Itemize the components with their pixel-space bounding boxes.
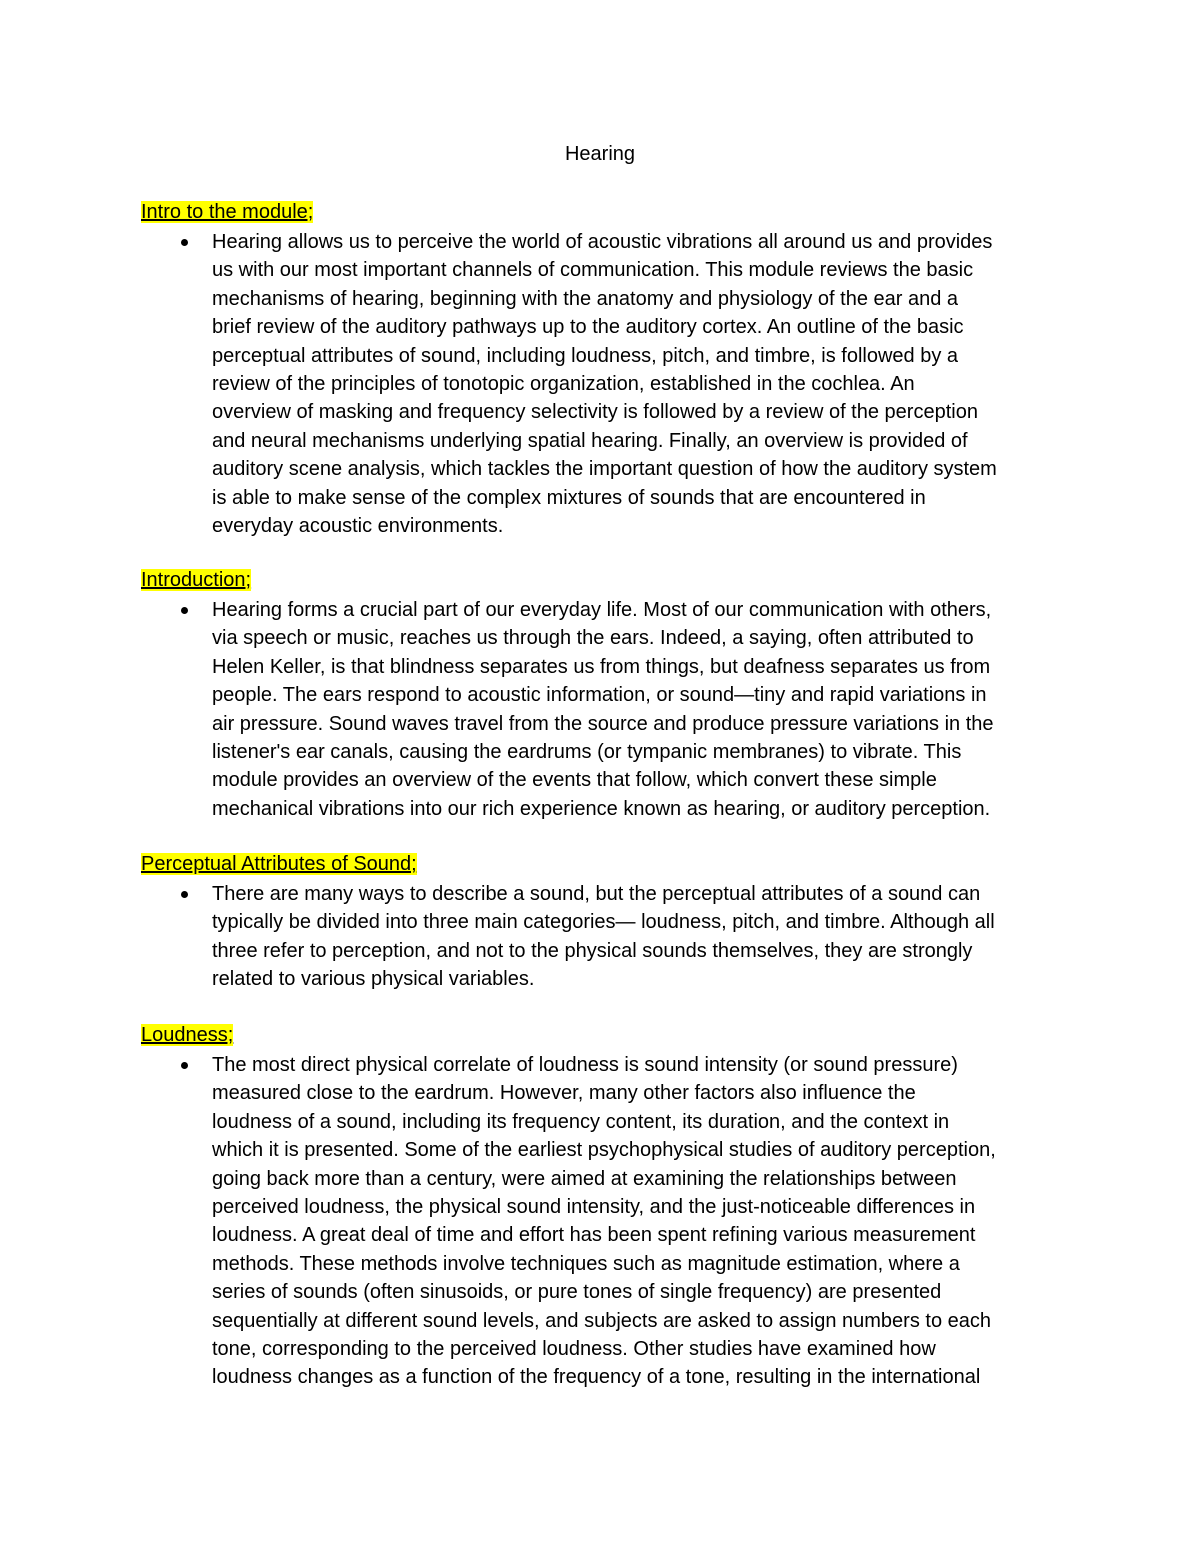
bullet-dot-icon (181, 1062, 188, 1069)
section-heading (141, 566, 1071, 594)
paragraph-line: and neural mechanisms underlying spatial hearing. Finally, an overview is provided of (212, 429, 968, 452)
paragraph-line: review of the principles of tonotopic organization, established in the cochlea. An (212, 373, 915, 396)
paragraph-line: people. The ears respond to acoustic information, or sound—tiny and rapid variations in (212, 684, 987, 707)
heading-highlight: Loudness; (141, 1024, 234, 1046)
paragraph-line: loudness of a sound, including its frequency content, its duration, and the context in (212, 1110, 950, 1133)
paragraph-line: brief review of the auditory pathways up to the auditory cortex. An outline of the basic (212, 316, 964, 339)
paragraph-line: perceptual attributes of sound, including loudness, pitch, and timbre, is followed by a (212, 344, 958, 367)
paragraph-line: via speech or music, reaches us through the ears. Indeed, a saying, often attributed to (212, 627, 974, 650)
paragraph-line: loudness changes as a function of the frequency of a tone, resulting in the international (212, 1366, 981, 1389)
document-title: Hearing (564, 143, 636, 165)
paragraph-line: is able to make sense of the complex mixtures of sounds that are encountered in (212, 486, 926, 509)
section-heading (141, 1021, 1071, 1049)
section-loudness (141, 1021, 1071, 1392)
paragraph-line: mechanical vibrations into our rich experience known as hearing, or auditory perception. (212, 797, 991, 820)
heading-highlight: Introduction; (141, 569, 252, 591)
paragraph-line: The most direct physical correlate of loudness is sound intensity (or sound pressure) (212, 1054, 958, 1076)
paragraph-line: perceived loudness, the physical sound intensity, and the just-noticeable differences in (212, 1196, 976, 1219)
paragraph-line: related to various physical variables. (212, 968, 535, 991)
paragraph-line: air pressure. Sound waves travel from the source and produce pressure variations in the (212, 712, 994, 735)
section-intro-module (141, 198, 1071, 540)
paragraph-line: going back more than a century, were aimed at examining the relationships between (212, 1167, 957, 1190)
paragraph-line: sequentially at different sound levels, and subjects are asked to assign numbers to each (212, 1309, 991, 1332)
bullet-paragraph (141, 1051, 1071, 1392)
paragraph-line: mechanisms of hearing, beginning with the anatomy and physiology of the ear and a (212, 287, 959, 310)
paragraph-line: tone, corresponding to the perceived loudness. Other studies have examined how (212, 1338, 936, 1361)
heading-highlight: Perceptual Attributes of Sound; (141, 853, 417, 875)
paragraph-line: measured close to the eardrum. However, many other factors also influence the (212, 1082, 916, 1105)
paragraph-line: Hearing forms a crucial part of our everyday life. Most of our communication with others, (212, 599, 992, 621)
paragraph-line: module provides an overview of the events that follow, which convert these simple (212, 769, 937, 792)
paragraph-line: which it is presented. Some of the earliest psychophysical studies of auditory perception, (212, 1139, 996, 1162)
paragraph-line: everyday acoustic environments. (212, 515, 504, 538)
bullet-dot-icon (181, 891, 188, 898)
bullet-dot-icon (181, 239, 188, 246)
paragraph-line: loudness. A great deal of time and effort has been spent refining various measurement (212, 1224, 976, 1247)
paragraph-line: listener's ear canals, causing the eardrums (or tympanic membranes) to vibrate. This (212, 741, 962, 764)
section-perceptual-attributes (141, 850, 1071, 994)
paragraph-line: auditory scene analysis, which tackles the important question of how the auditory system (212, 458, 997, 481)
bullet-dot-icon (181, 607, 188, 614)
section-heading (141, 850, 1071, 878)
paragraph-line: typically be divided into three main categories— loudness, pitch, and timbre. Although all (212, 911, 995, 934)
paragraph-line: methods. These methods involve techniques such as magnitude estimation, where a (212, 1252, 960, 1275)
section-introduction (141, 566, 1071, 823)
paragraph-line: us with our most important channels of communication. This module reviews the basic (212, 259, 974, 282)
bullet-paragraph (141, 596, 1071, 823)
paragraph-line: Hearing allows us to perceive the world of acoustic vibrations all around us and provides (212, 231, 993, 253)
paragraph-line: series of sounds (often sinusoids, or pure tones of single frequency) are presented (212, 1281, 942, 1304)
paragraph-line: three refer to perception, and not to the physical sounds themselves, they are strongly (212, 939, 973, 962)
paragraph-line: overview of masking and frequency selectivity is followed by a review of the perception (212, 401, 978, 424)
section-heading (141, 198, 1071, 226)
paragraph-line: There are many ways to describe a sound, but the perceptual attributes of a sound can (212, 883, 981, 905)
bullet-paragraph (141, 228, 1071, 540)
paragraph-line: Helen Keller, is that blindness separates us from things, but deafness separates us from (212, 655, 991, 678)
heading-highlight: Intro to the module; (141, 201, 314, 223)
bullet-paragraph (141, 880, 1071, 994)
